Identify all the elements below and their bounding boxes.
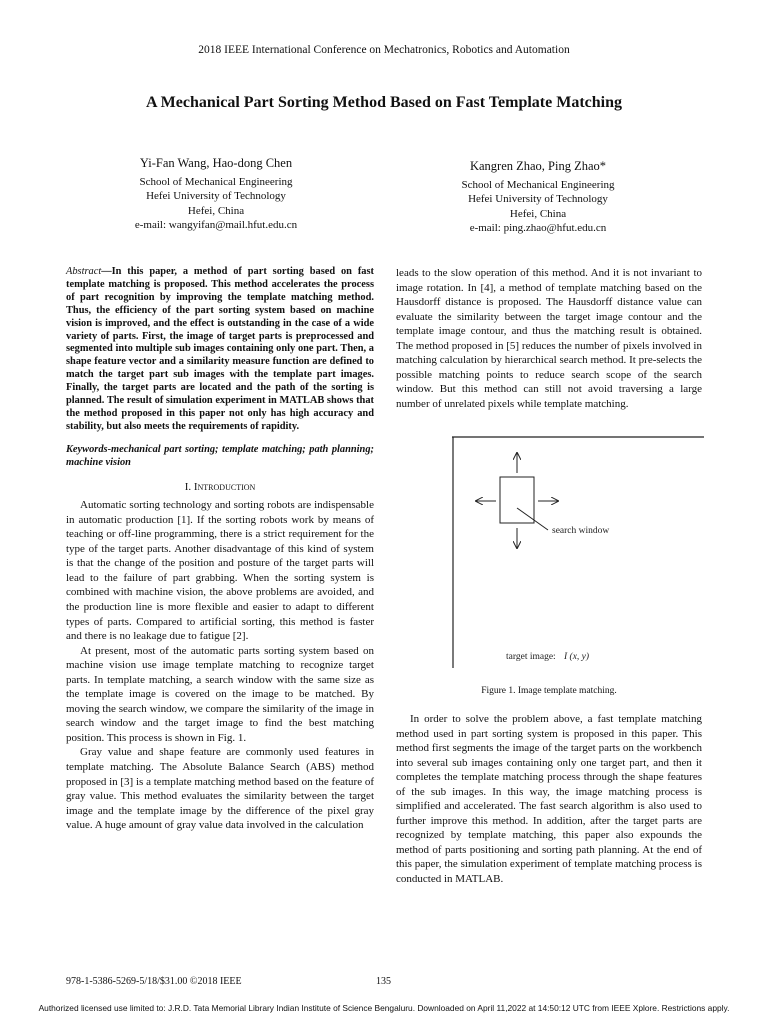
paragraph: Automatic sorting technology and sorting robots are indispensable in automatic production [1]. If the sorting robots work by means of teaching or off-line programming, there is a strict requirement for the type of the target parts. Another disadvantage of this kind of system is that the change of the position and posture of the target parts will lead to the failure of part grabbing. When the sorting system is combined with machine vision, the above problems are avoided, and the production line is more flexible and easier to adapt to different types of parts. Compared to artificial sorting, this method is faster and there is no leakage due to fatigue [2]. [66, 499, 374, 643]
right-column-bottom [396, 712, 702, 887]
isbn-copyright: 978-1-5386-5269-5/18/$31.00 ©2018 IEEE [66, 976, 242, 987]
keywords: Keywords-mechanical part sorting; template matching; path planning; machine vision [66, 443, 374, 468]
author-city: Hefei, China [187, 204, 245, 217]
figure-1 [452, 436, 704, 668]
section-title: Introduction [193, 480, 256, 493]
right-column-top [396, 266, 702, 411]
paragraph: In order to solve the problem above, a fast template matching method used in part sorting system is proposed in this paper. This method first segments the image of the target parts on the workbench into several sub images containing only one target part, and then it completes the template matching process through the shape features of the sub images. In this way, the image matching process is simplified and accelerated. The fast search algorithm is also used to further improve this method. In addition, after the target parts are recognized by template matching, this paper also expounds the method of parts positioning and sorting path planning. At the end of this paper, the simulation experiment of template matching process is conducted in MATLAB. [396, 713, 702, 886]
template-matching-diagram [452, 436, 704, 668]
author-names: Yi-Fan Wang, Hao-dong Chen [139, 156, 293, 170]
conference-name: 2018 IEEE International Conference on Mechatronics, Robotics and Automation [198, 44, 570, 56]
author-city: Hefei, China [509, 207, 567, 220]
section-heading [66, 480, 374, 495]
paragraph: Gray value and shape feature are commonly used features in template matching. The Absolute Balance Search (ABS) method proposed in [3] is a template matching method based on the feature of gray value. This method evaluates the similarity between the target image and the template image by the difference of the pixel gray value. A huge amount of gray value data involved in the calculation [66, 746, 374, 832]
author-block-1 [96, 156, 336, 233]
license-notice: Authorized licensed use limited to: J.R.D. Tata Memorial Library Indian Institute of Science Bengaluru. Downloaded on April 11,2022 at 14:50:12 UTC from IEEE Xplore. Restrictions apply. [38, 1003, 730, 1013]
search-window-label: search window [552, 526, 610, 536]
author-university: Hefei University of Technology [468, 193, 608, 206]
section-number: I. [184, 480, 194, 493]
author-school: School of Mechanical Engineering [139, 175, 293, 188]
page-number: 135 [376, 976, 391, 987]
author-email: e-mail: wangyifan@mail.hfut.edu.cn [134, 219, 298, 232]
author-university: Hefei University of Technology [146, 190, 286, 203]
target-image-label: target image: [506, 652, 556, 662]
author-email: e-mail: ping.zhao@hfut.edu.cn [469, 222, 607, 235]
figure-caption: Figure 1. Image template matching. [481, 686, 617, 696]
abstract [66, 266, 374, 434]
paper-title: A Mechanical Part Sorting Method Based on Fast Template Matching [146, 94, 622, 111]
paragraph: At present, most of the automatic parts sorting system based on machine vision use image template matching to recognize target parts. In template matching, a search window with the same size as the template image is covered on the image to be matched. By moving the search window, we compare the similarity of the image in search window and the target image to find the best matching position. This process is shown in Fig. 1. [66, 644, 374, 744]
author-block-2 [418, 159, 658, 236]
abstract-lead: Abstract [66, 266, 102, 277]
author-school: School of Mechanical Engineering [461, 178, 615, 191]
paragraph: leads to the slow operation of this method. And it is not invariant to image rotation. In [4], a method of template matching based on the Hausdorff distance is proposed. The Hausdorff distance value can evaluate the similarity between the target image contour and the template image contour, and thus the matching result is obtained. The method proposed in [5] reduces the number of pixels involved in matching calculation by hierarchical search method. It pre-selects the possible matching points to reduce search scope of the search window. But this method can still not avoid traversing a large number of unrelated pixels while template matching. [396, 267, 702, 410]
target-image-expression: I (x, y) [564, 652, 590, 662]
search-window-pointer [517, 508, 548, 530]
author-names: Kangren Zhao, Ping Zhao* [469, 159, 607, 173]
left-column [66, 266, 374, 833]
abstract-text: —In this paper, a method of part sorting based on fast template matching is proposed. This method accelerates the process of part recognition by improving the template matching method. Thus, the efficiency of the part sorting system based on machine vision is improved, and the effect is outstanding in the case of a wide variety of parts. First, the image of target parts is preprocessed and segmented into multiple sub images containing only one part. Then, a shape feature vector and a similarity measure function are defined to match the target part sub images with the template part images. Finally, the target parts are located and the path of the sorting is planned. The result of simulation experiment in MATLAB shows that the method proposed in this paper not only has high accuracy and stability, but also meets the requirements of rapidity. [66, 266, 374, 432]
